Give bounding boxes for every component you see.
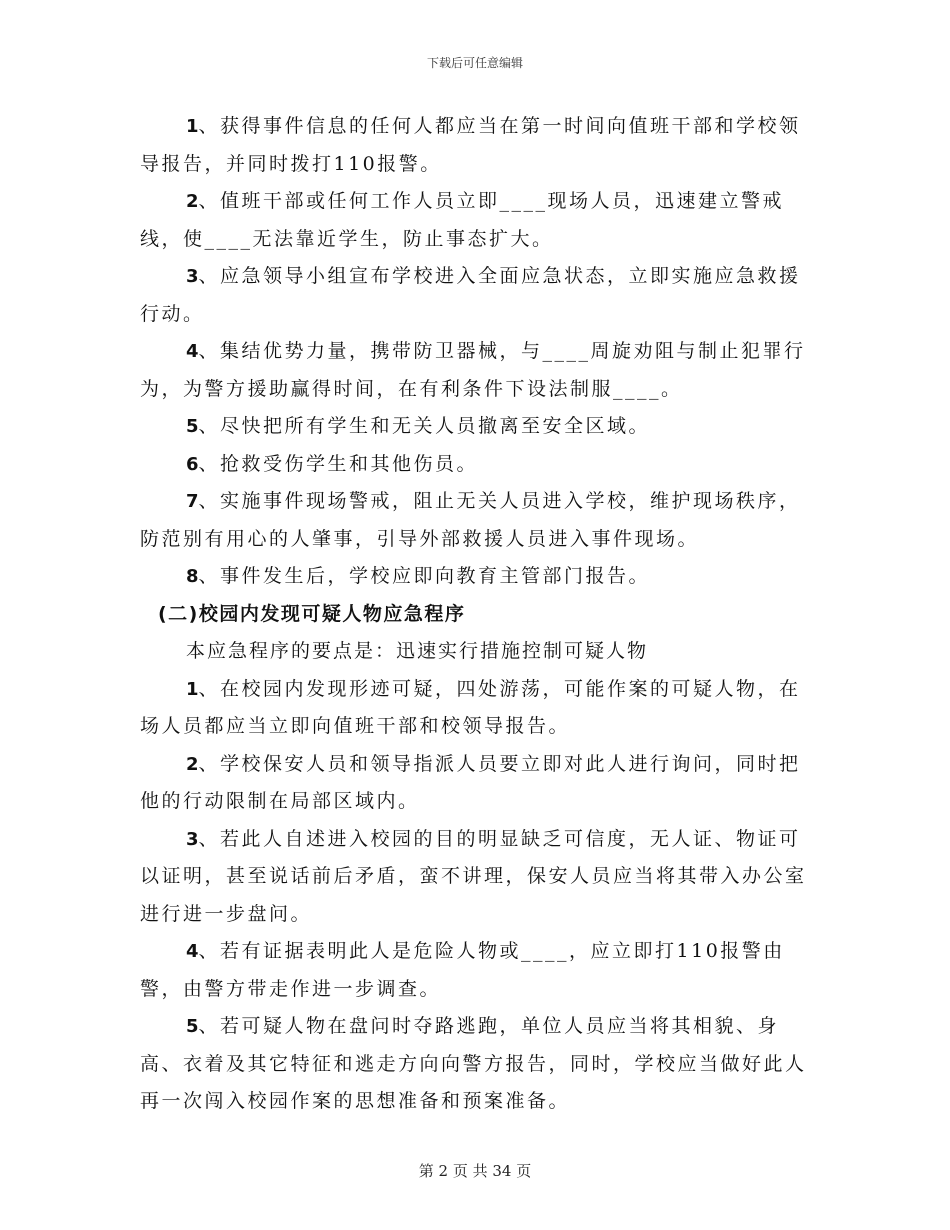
list-item	[140, 671, 820, 746]
item-text: 、值班干部或任何工作人员立即____现场人员，迅速建立警戒线，使____无法靠近学生，防止事态扩大。	[140, 190, 785, 250]
list-item	[140, 483, 820, 558]
item-text: 、尽快把所有学生和无关人员撤离至安全区域。	[198, 415, 651, 437]
list-item	[140, 558, 820, 596]
item-number: 2	[186, 191, 199, 212]
section-intro	[140, 633, 820, 671]
item-number: 4	[186, 341, 199, 362]
section-intro-text: 本应急程序的要点是：迅速实行措施控制可疑人物	[186, 640, 649, 662]
list-item	[140, 183, 820, 258]
list-item	[140, 933, 820, 1008]
list-item	[140, 821, 820, 934]
item-number: 2	[186, 753, 199, 775]
document-body	[140, 108, 820, 1121]
item-text: 、在校园内发现形迹可疑，四处游荡，可能作案的可疑人物，在场人员都应当立即向值班干部和校领导报告。	[140, 677, 801, 737]
list-item	[140, 408, 820, 446]
item-text: 、若此人自述进入校园的目的明显缺乏可信度，无人证、物证可以证明，甚至说话前后矛盾，蛮不讲理，保安人员应当将其带入办公室进行进一步盘问。	[140, 827, 807, 925]
item-text: 、学校保安人员和领导指派人员要立即对此人进行询问，同时把他的行动限制在局部区域内。	[140, 752, 801, 812]
item-number: 1	[186, 678, 199, 700]
list-item	[140, 746, 820, 821]
item-number: 7	[186, 491, 199, 512]
item-number: 3	[186, 828, 199, 850]
item-number: 5	[186, 416, 199, 437]
item-number: 4	[186, 941, 199, 962]
list-item	[140, 446, 820, 484]
list-item	[140, 258, 820, 333]
item-number: 8	[186, 566, 199, 587]
item-text: 、应急领导小组宣布学校进入全面应急状态，立即实施应急救援行动。	[140, 265, 801, 325]
item-number: 1	[186, 116, 199, 137]
page-footer: 第 2 页 共 34 页	[418, 1162, 532, 1180]
item-text: 、事件发生后，学校应即向教育主管部门报告。	[198, 565, 651, 587]
item-text: 、抢救受伤学生和其他伤员。	[198, 452, 479, 475]
item-text: 、集结优势力量，携带防卫器械，与____周旋劝阻与制止犯罪行为，为警方援助赢得时间，在有利条件下设法制服____。	[140, 340, 806, 400]
list-item	[140, 1008, 820, 1121]
item-text: 、若可疑人物在盘问时夺路逃跑，单位人员应当将其相貌、身高、衣着及其它特征和逃走方向向警方报告，同时，学校应当做好此人再一次闯入校园作案的思想准备和预案准备。	[140, 1015, 807, 1112]
page-header: 下载后可任意编辑	[426, 56, 523, 70]
item-number: 5	[186, 1016, 199, 1037]
section-heading	[140, 596, 820, 634]
list-item	[140, 333, 820, 408]
item-number: 3	[186, 266, 199, 287]
item-text: 、若有证据表明此人是危险人物或____，应立即打110报警由警，由警方带走作进一步调查。	[140, 940, 785, 1000]
item-number: 6	[186, 453, 199, 475]
item-text: 、实施事件现场警戒，阻止无关人员进入学校，维护现场秩序，防范别有用心的人肇事，引导外部救援人员进入事件现场。	[140, 490, 801, 550]
list-item	[140, 108, 820, 183]
section-heading-text: (二)校园内发现可疑人物应急程序	[158, 602, 466, 625]
item-text: 、获得事件信息的任何人都应当在第一时间向值班干部和学校领导报告，并同时拨打110报警。	[140, 115, 801, 175]
